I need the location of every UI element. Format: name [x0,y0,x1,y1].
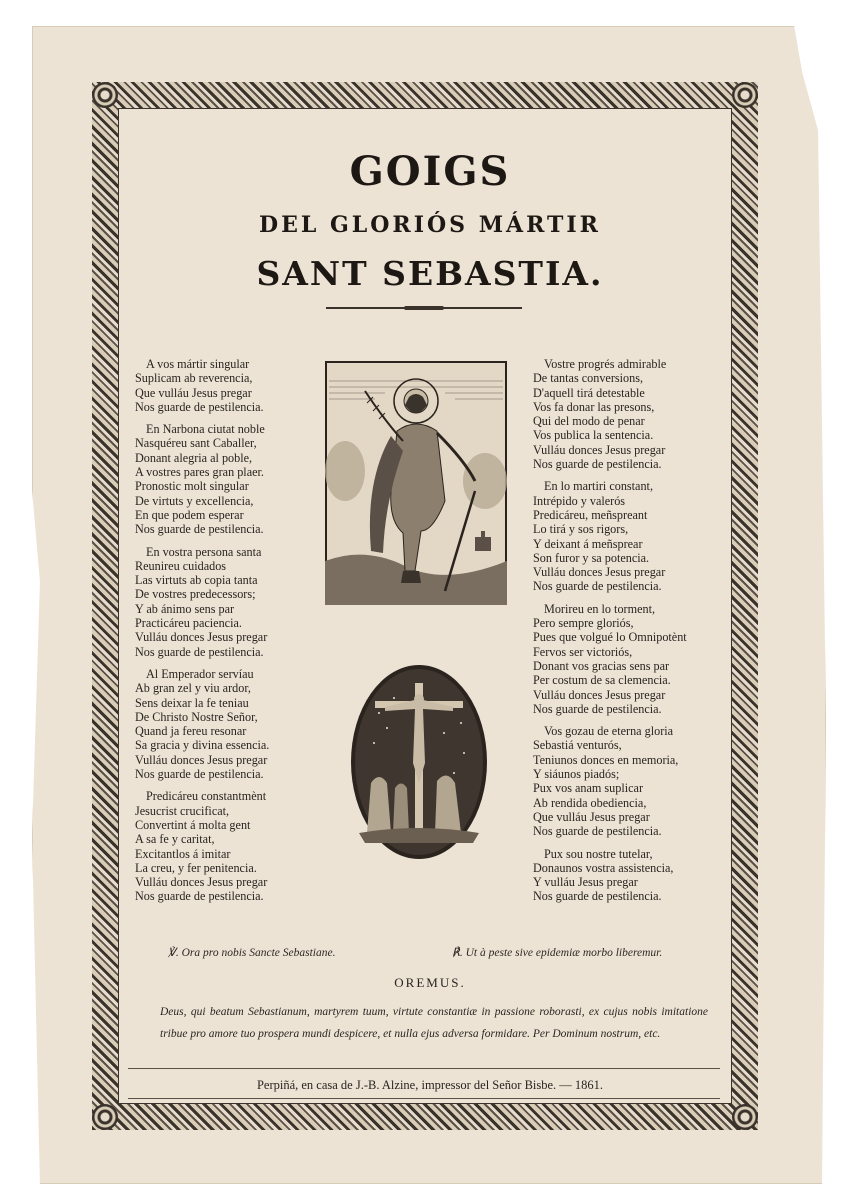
verse-line: Pux sou nostre tutelar, [544,846,653,861]
verse-line: Nos guarde de pestilencia. [135,644,264,659]
verse-line: Sa gracia y divina essencia. [135,738,270,753]
title-goigs: GOIGS [349,148,511,195]
verse-line: Nos guarde de pestilencia. [135,399,264,414]
verse-line: Son furor y sa potencia. [533,550,650,565]
verse-line: Pronostic molt singular [135,479,249,494]
verse-stanza [533,847,713,904]
verse-line: Practicáreu paciencia. [135,616,242,631]
verse-line: Nos guarde de pestilencia. [135,522,264,537]
verse-line: Nos guarde de pestilencia. [533,457,662,472]
oremus-heading: OREMUS. [394,975,466,990]
verse-line: Vos fa donar las presons, [533,399,655,414]
verse-line: Fervos ser victoriós, [533,644,633,659]
verse-line: De tantas conversions, [533,371,643,386]
verse-stanza [533,479,713,593]
verse-line: D'aquell tirá detestable [533,385,645,400]
verse-line: Vulláu donces Jesus pregar [533,442,666,457]
border-rosette-icon [732,82,758,108]
verse-line: Jesucrist crucificat, [135,803,230,818]
verse-line: Las virtuts ab copia tanta [135,573,258,588]
verse-line: Sebastiá venturós, [533,738,622,753]
verse-line: Vulláu donces Jesus pregar [533,565,666,580]
verse-line: Nos guarde de pestilencia. [533,824,662,839]
verse-line: En que podem esperar [135,507,244,522]
verse-stanza [533,724,713,838]
saint-sebastian-woodcut [325,361,507,605]
verse-line: Excitantlos á imitar [135,846,231,861]
verse-stanza [135,357,310,414]
verse-line: Vos gozau de eterna gloria [544,724,674,739]
verse-line: Ab rendida obediencia, [533,795,647,810]
verse-line: A sa fe y caritat, [135,832,215,847]
verse-line: Al Emperador servíau [146,666,254,681]
verse-line: Quand ja fereu resonar [135,724,247,739]
verse-line: Nos guarde de pestilencia. [533,701,662,716]
verse-line: Intrépido y valerós [533,493,626,508]
footer-rule-top [128,1068,720,1069]
verse-line: Nos guarde de pestilencia. [533,579,662,594]
border-rosette-icon [92,82,118,108]
verse-stanza [135,545,310,659]
border-rosette-icon [732,1104,758,1130]
verse-line: Vos publica la sentencia. [533,428,654,443]
verse-line: Qui del modo de penar [533,414,645,429]
verse-line: Reunireu cuidados [135,558,227,573]
verse-line: Convertint á molta gent [135,817,251,832]
verse-stanza [533,357,713,471]
verse-line: Donant alegria al poble, [135,450,253,465]
verse-line: Teniunos donces en memoria, [533,752,679,767]
verse-line: Lo tirá y sos rigors, [533,522,629,537]
verse-line: Nos guarde de pestilencia. [135,889,264,904]
verse-line: De vostres predecessors; [135,587,256,602]
verse-line: Donaunos vostra assistencia, [533,860,674,875]
verse-line: Vulláu donces Jesus pregar [533,687,666,702]
verse-line: En Narbona ciutat noble [146,422,265,437]
verse-line: La creu, y fer penitencia. [135,860,257,875]
verse-line: Y ab ánimo sens par [135,601,235,616]
verse-line: Pero sempre gloriós, [533,616,634,631]
verse-line: Pues que volgué lo Omnipotènt [533,630,687,645]
verse-line: Vulláu donces Jesus pregar [135,875,268,890]
verse-line: Nos guarde de pestilencia. [533,889,662,904]
verse-line: Pux vos anam suplicar [533,781,644,796]
verse-line: Que vulláu Jesus pregar [533,809,650,824]
verse-line: Predicáreu constantmènt [146,789,267,804]
title-subtitle: DEL GLORIÓS MÁRTIR [259,212,601,238]
verse-line: Morireu en lo torment, [544,601,656,616]
title-saint-name: SANT SEBASTIA. [256,254,604,293]
oremus-prayer: Deus, qui beatum Sebastianum, martyrem tuum, virtute constantiæ in passione roborasti, ex cujus nobis imitatione tribue pro amore tuo prospera mundi despicere, et nulla ejus adversa formidare. Per Dominum nostrum, etc. [160,1006,708,1040]
verse-stanza [135,789,310,903]
verse-line: A vostres pares gran plaer. [135,465,264,480]
verse-line: Vulláu donces Jesus pregar [135,630,268,645]
verse-stanza [135,422,310,536]
footer-rule-bottom [128,1098,720,1099]
response-line: ℟. Ut à peste sive epidemiæ morbo liberemur. [452,947,663,959]
verse-line: Y siáunos piadós; [533,767,620,782]
verse-line: Predicáreu, meñspreant [533,507,648,522]
verse-line: Donant vos gracias sens par [533,658,670,673]
verse-line: En vostra persona santa [146,544,262,559]
verse-line: De Christo Nostre Señor, [135,709,258,724]
verse-line: De virtuts y excellencia, [135,493,254,508]
verse-line: Vostre progrés admirable [544,357,667,371]
printer-imprint: Perpiñá, en casa de J.-B. Alzine, impressor del Señor Bisbe. — 1861. [256,1078,604,1092]
verse-line: Suplicam ab reverencia, [135,371,253,386]
verse-line: Vulláu donces Jesus pregar [135,752,268,767]
verse-stanza [533,602,713,716]
verse-line: Que vulláu Jesus pregar [135,385,252,400]
verse-line: Y vulláu Jesus pregar [533,875,638,890]
verse-line: En lo martiri constant, [544,479,653,494]
verse-line: Sens deixar la fe teniau [135,695,249,710]
verse-line: Nos guarde de pestilencia. [135,767,264,782]
border-rosette-icon [92,1104,118,1130]
verse-line: Y deixant á meñsprear [533,536,643,551]
verse-line: Per costum de sa clemencia. [533,673,671,688]
right-verse-column [533,357,713,912]
left-verse-column [135,357,310,912]
verse-line: A vos mártir singular [146,357,250,371]
verse-stanza [135,667,310,781]
versicle-line: ℣. Ora pro nobis Sancte Sebastiane. [168,947,336,959]
crucifixion-oval-engraving [349,663,489,861]
verse-line: Nasquéreu sant Caballer, [135,436,257,451]
verse-line: Ab gran zel y viu ardor, [135,681,251,696]
title-divider [326,307,522,309]
